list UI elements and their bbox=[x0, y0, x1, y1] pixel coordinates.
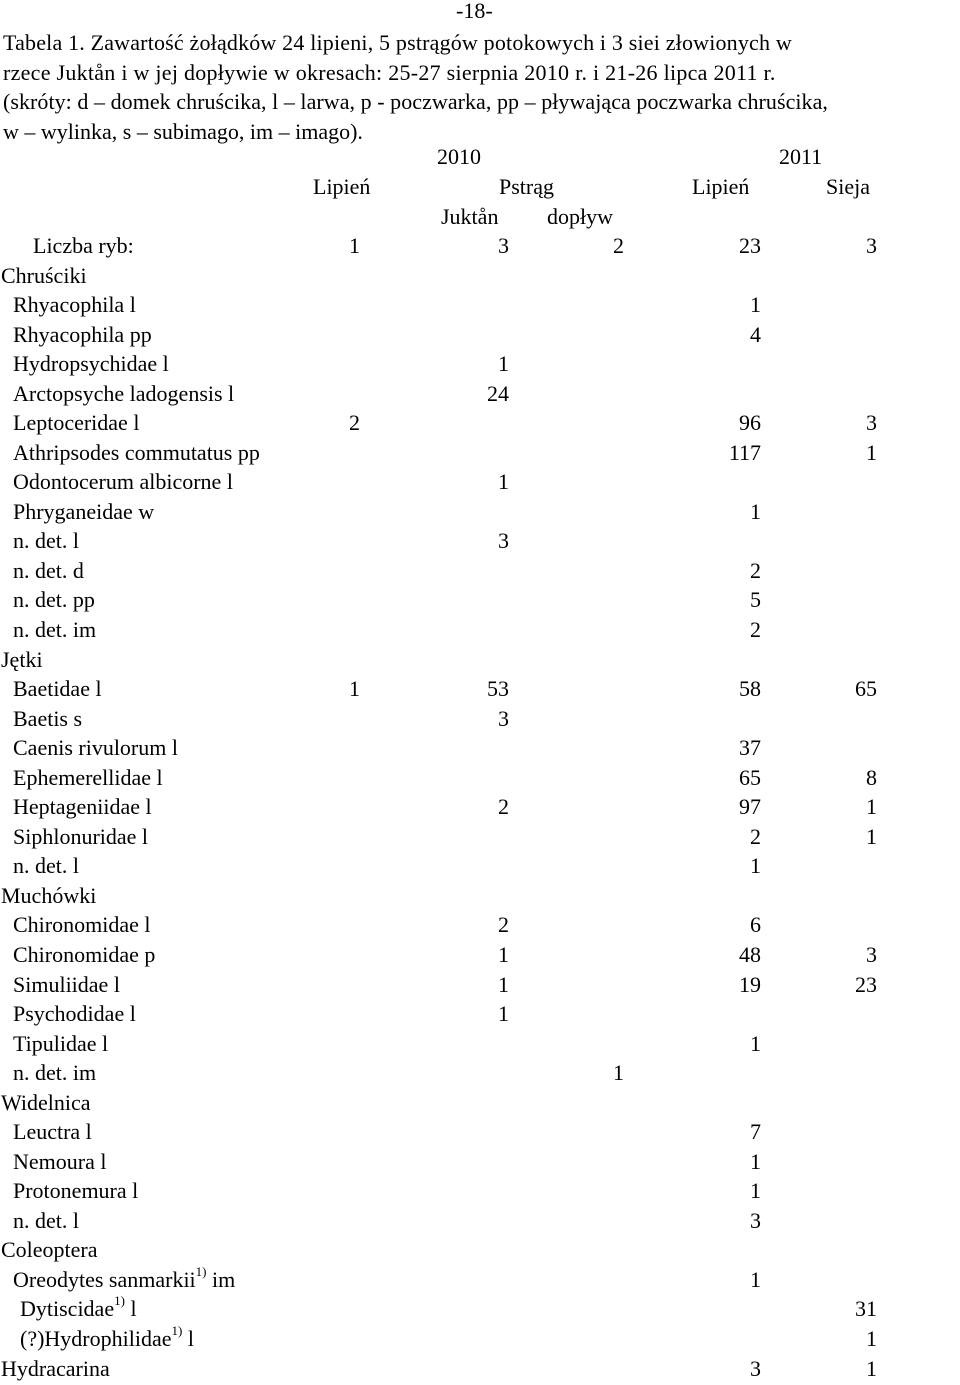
header-doplyw: dopływ bbox=[547, 204, 613, 229]
cell-lipien-2011: 19 bbox=[739, 971, 761, 997]
table-row bbox=[0, 765, 960, 795]
taxon-label: Simuliidae l bbox=[13, 971, 120, 997]
table-row bbox=[0, 1001, 960, 1031]
taxon-label: Dytiscidae$^{1)}$ l bbox=[20, 1293, 137, 1322]
table-row bbox=[0, 1060, 960, 1090]
table-group-row bbox=[0, 647, 960, 677]
cell-lipien-2010: 2 bbox=[349, 410, 360, 436]
table-group-row bbox=[0, 1237, 960, 1267]
group-label: Muchówki bbox=[1, 882, 97, 908]
caption-line: Tabela 1. Zawartość żołądków 24 lipieni, 5 pstrągów potokowych i 3 siei złowionych w bbox=[3, 30, 792, 55]
footnote-marker: 1) bbox=[114, 1293, 125, 1309]
table-row bbox=[0, 1119, 960, 1149]
cell-sieja-2011: 8 bbox=[866, 764, 877, 790]
table-row bbox=[0, 912, 960, 942]
header-lipien-2011: Lipień bbox=[692, 174, 750, 199]
taxon-label: n. det. im bbox=[13, 617, 97, 643]
table-row bbox=[0, 706, 960, 736]
cell-sieja-2011: 1 bbox=[866, 1325, 877, 1351]
table-row bbox=[0, 410, 960, 440]
table-group-row bbox=[0, 263, 960, 293]
group-label: Coleoptera bbox=[1, 1237, 98, 1263]
taxon-label: Baetis s bbox=[13, 705, 83, 731]
table-group-row bbox=[0, 1090, 960, 1120]
taxon-label: Ephemerellidae l bbox=[13, 764, 163, 790]
footnote-marker: 1) bbox=[171, 1322, 183, 1338]
table-row bbox=[0, 853, 960, 883]
taxon-label: Oreodytes sanmarkii$^{1)}$ im bbox=[13, 1263, 236, 1292]
table-row bbox=[0, 499, 960, 529]
cell-lipien-2011: 7 bbox=[750, 1119, 761, 1145]
cell-lipien-2011: 117 bbox=[728, 439, 761, 465]
group-label: Chruściki bbox=[1, 262, 87, 288]
table-row bbox=[0, 824, 960, 854]
table-row bbox=[0, 440, 960, 470]
cell-pstrag-juktan: 1 bbox=[498, 1001, 509, 1027]
cell-lipien-2011: 58 bbox=[739, 676, 761, 702]
table-row bbox=[0, 735, 960, 765]
table-row bbox=[0, 233, 960, 263]
table-row bbox=[0, 1263, 960, 1297]
cell-pstrag-juktan: 1 bbox=[498, 351, 509, 377]
header-lipien-2010: Lipień bbox=[313, 174, 371, 199]
table-row bbox=[0, 322, 960, 352]
cell-lipien-2011: 97 bbox=[739, 794, 761, 820]
cell-sieja-2011: 23 bbox=[855, 971, 877, 997]
cell-sieja-2011: 3 bbox=[866, 410, 877, 436]
cell-sieja-2011: 3 bbox=[866, 941, 877, 967]
cell-lipien-2011: 2 bbox=[750, 823, 761, 849]
cell-lipien-2011: 5 bbox=[750, 587, 761, 613]
cell-pstrag-juktan: 1 bbox=[498, 941, 509, 967]
cell-lipien-2011: 3 bbox=[750, 1207, 761, 1233]
taxon-label: n. det. pp bbox=[13, 587, 95, 613]
cell-lipien-2011: 1 bbox=[750, 1030, 761, 1056]
taxon-label: Tipulidae l bbox=[13, 1030, 109, 1056]
table-group-row bbox=[0, 1356, 960, 1385]
taxon-label: n. det. l bbox=[13, 1207, 79, 1233]
taxon-label: Protonemura l bbox=[13, 1178, 139, 1204]
header-year-2011: 2011 bbox=[779, 144, 823, 169]
page-number: -18- bbox=[456, 0, 493, 23]
caption-line: rzece Juktån i w jej dopływie w okresach: 25-27 sierpnia 2010 r. i 21-26 lipca 2011 r. bbox=[3, 59, 776, 85]
header-juktan: Juktån bbox=[441, 204, 499, 229]
cell-sieja-2011: 1 bbox=[866, 823, 877, 849]
cell-pstrag-juktan: 3 bbox=[498, 528, 509, 554]
cell-lipien-2011: 1 bbox=[750, 1266, 761, 1292]
cell-pstrag-doplyw: 2 bbox=[613, 233, 624, 258]
table-row bbox=[0, 1322, 960, 1356]
table-row bbox=[0, 1208, 960, 1238]
table-row bbox=[0, 558, 960, 588]
cell-lipien-2011: 1 bbox=[750, 853, 761, 879]
table-row bbox=[0, 1149, 960, 1179]
header-pstrag: Pstrąg bbox=[499, 174, 554, 199]
taxon-label: Chironomidae p bbox=[13, 941, 156, 967]
cell-lipien-2011: 1 bbox=[750, 498, 761, 524]
taxon-label: Rhyacophila l bbox=[13, 292, 136, 318]
cell-lipien-2010: 1 bbox=[349, 233, 360, 258]
taxon-label: Siphlonuridae l bbox=[13, 823, 149, 849]
table-row bbox=[0, 1293, 960, 1326]
group-label: Jętki bbox=[1, 646, 43, 672]
cell-lipien-2011: 2 bbox=[750, 557, 761, 583]
cell-lipien-2011: 4 bbox=[750, 321, 761, 347]
cell-sieja-2011: 65 bbox=[855, 676, 877, 702]
cell-lipien-2011: 1 bbox=[750, 292, 761, 318]
taxon-label: Baetidae l bbox=[13, 676, 102, 702]
taxon-label: n. det. im bbox=[13, 1060, 97, 1086]
cell-lipien-2011: 1 bbox=[750, 1178, 761, 1204]
cell-sieja-2011: 31 bbox=[855, 1296, 877, 1322]
table-row bbox=[0, 381, 960, 411]
group-label: Widelnica bbox=[1, 1089, 91, 1115]
cell-pstrag-doplyw: 1 bbox=[613, 1060, 624, 1086]
taxon-label: Phryganeidae w bbox=[13, 498, 155, 524]
taxon-label: Arctopsyche ladogensis l bbox=[13, 380, 235, 406]
cell-pstrag-juktan: 1 bbox=[498, 971, 509, 997]
table-row bbox=[0, 292, 960, 322]
footnote-marker: 1) bbox=[195, 1263, 207, 1279]
caption-line: w – wylinka, s – subimago, im – imago). bbox=[3, 118, 363, 144]
cell-pstrag-juktan: 3 bbox=[498, 233, 509, 258]
cell-lipien-2011: 65 bbox=[739, 764, 761, 790]
cell-lipien-2011: 48 bbox=[739, 941, 761, 967]
table-row bbox=[0, 794, 960, 824]
cell-lipien-2011: 23 bbox=[739, 233, 761, 258]
table-row bbox=[0, 1031, 960, 1061]
table-row bbox=[0, 528, 960, 558]
taxon-label: n. det. l bbox=[13, 853, 79, 879]
table-row bbox=[0, 617, 960, 647]
cell-sieja-2011: 3 bbox=[866, 233, 877, 258]
table-row bbox=[0, 1178, 960, 1208]
cell-pstrag-juktan: 24 bbox=[487, 380, 509, 406]
header-year-2010: 2010 bbox=[437, 144, 481, 169]
cell-lipien-2011: 3 bbox=[750, 1355, 761, 1381]
group-label: Hydracarina bbox=[1, 1355, 110, 1381]
table-row bbox=[0, 676, 960, 706]
table-row bbox=[0, 587, 960, 617]
header-sieja: Sieja bbox=[826, 174, 870, 199]
cell-lipien-2011: 37 bbox=[739, 735, 761, 761]
cell-pstrag-juktan: 1 bbox=[498, 469, 509, 495]
table-row bbox=[0, 469, 960, 499]
taxon-label: Nemoura l bbox=[13, 1148, 107, 1174]
table-row bbox=[0, 351, 960, 381]
cell-pstrag-juktan: 2 bbox=[498, 794, 509, 820]
taxon-label: (?)Hydrophilidae$^{1)}$ l bbox=[20, 1322, 194, 1351]
cell-sieja-2011: 1 bbox=[866, 1355, 877, 1381]
taxon-label: Rhyacophila pp bbox=[13, 321, 152, 347]
cell-lipien-2011: 6 bbox=[750, 912, 761, 938]
cell-sieja-2011: 1 bbox=[866, 794, 877, 820]
table-row bbox=[0, 972, 960, 1002]
taxon-label: Leuctra l bbox=[13, 1119, 92, 1145]
table-row bbox=[0, 942, 960, 972]
cell-lipien-2011: 1 bbox=[750, 1148, 761, 1174]
taxon-label: Caenis rivulorum l bbox=[13, 735, 178, 761]
cell-pstrag-juktan: 53 bbox=[487, 676, 509, 702]
table-group-row bbox=[0, 883, 960, 913]
taxon-label: Odontocerum albicorne l bbox=[13, 469, 233, 495]
taxon-label: Leptoceridae l bbox=[13, 410, 140, 436]
taxon-label: Psychodidae l bbox=[13, 1001, 136, 1027]
taxon-label: Liczba ryb: bbox=[33, 233, 134, 258]
taxon-label: n. det. d bbox=[13, 557, 84, 583]
taxon-label: Chironomidae l bbox=[13, 912, 151, 938]
cell-sieja-2011: 1 bbox=[866, 439, 877, 465]
cell-lipien-2010: 1 bbox=[349, 676, 360, 702]
caption-line: (skróty: d – domek chruścika, l – larwa, p - poczwarka, pp – pływająca poczwarka chruścika, bbox=[3, 89, 828, 114]
taxon-label: Hydropsychidae l bbox=[13, 351, 169, 377]
taxon-label: n. det. l bbox=[13, 528, 79, 554]
cell-lipien-2011: 96 bbox=[739, 410, 761, 436]
cell-pstrag-juktan: 3 bbox=[498, 705, 509, 731]
taxon-label: Heptageniidae l bbox=[13, 794, 152, 820]
cell-pstrag-juktan: 2 bbox=[498, 912, 509, 938]
table-caption bbox=[3, 28, 958, 146]
taxon-label: Athripsodes commutatus pp bbox=[13, 439, 260, 465]
cell-lipien-2011: 2 bbox=[750, 617, 761, 643]
